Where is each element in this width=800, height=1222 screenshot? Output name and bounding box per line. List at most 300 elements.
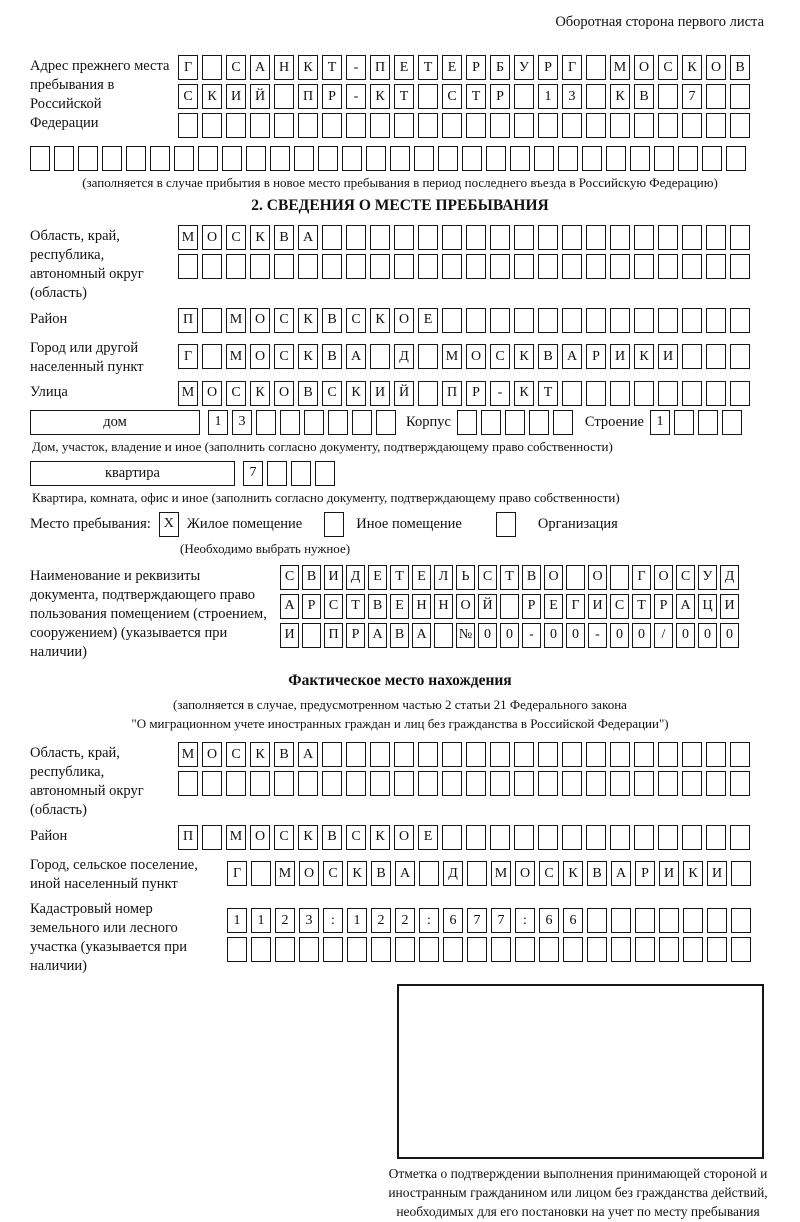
char-cell <box>304 410 324 435</box>
char-cell: Е <box>418 308 438 333</box>
char-cell: С <box>539 861 559 886</box>
previous-address-row-1 <box>178 55 770 80</box>
actual-region-row-1 <box>178 742 770 767</box>
char-cell <box>490 771 510 796</box>
char-cell <box>610 308 630 333</box>
actual-location-notes <box>30 696 770 734</box>
char-cell <box>376 410 396 435</box>
char-cell <box>202 113 222 138</box>
char-cell <box>202 55 222 80</box>
char-cell <box>683 937 703 962</box>
char-cell: К <box>683 861 703 886</box>
char-cell <box>539 937 559 962</box>
char-cell: О <box>456 594 475 619</box>
char-cell: 0 <box>544 623 563 648</box>
char-cell: О <box>250 344 270 369</box>
char-cell <box>346 113 366 138</box>
char-cell: : <box>419 908 439 933</box>
char-cell <box>347 937 367 962</box>
char-cell <box>514 308 534 333</box>
char-cell: Т <box>500 565 519 590</box>
usage-document-row-1 <box>280 565 770 590</box>
char-cell <box>346 771 366 796</box>
char-cell: 0 <box>566 623 585 648</box>
char-cell: Т <box>346 594 365 619</box>
char-cell: Е <box>368 565 387 590</box>
char-cell <box>298 254 318 279</box>
char-cell: С <box>676 565 695 590</box>
char-cell <box>442 742 462 767</box>
char-cell: И <box>720 594 739 619</box>
char-cell <box>682 771 702 796</box>
char-cell <box>466 308 486 333</box>
char-cell: Р <box>302 594 321 619</box>
char-cell <box>582 146 602 171</box>
char-cell <box>586 55 606 80</box>
char-cell <box>730 308 750 333</box>
char-cell <box>538 742 558 767</box>
char-cell <box>682 742 702 767</box>
char-cell <box>658 742 678 767</box>
char-cell <box>683 908 703 933</box>
char-cell: Е <box>418 825 438 850</box>
char-cell: 1 <box>538 84 558 109</box>
char-cell <box>274 113 294 138</box>
char-cell <box>562 771 582 796</box>
stay-type-note: (Необходимо выбрать нужное) <box>180 540 351 556</box>
district-row <box>178 308 770 333</box>
char-cell: Т <box>322 55 342 80</box>
char-cell: У <box>514 55 534 80</box>
char-cell <box>442 225 462 250</box>
char-cell: / <box>654 623 673 648</box>
previous-address-row-3 <box>178 113 770 138</box>
char-cell <box>510 146 530 171</box>
char-cell <box>674 410 694 435</box>
char-cell <box>227 937 247 962</box>
char-cell: В <box>322 308 342 333</box>
char-cell: О <box>634 55 654 80</box>
char-cell <box>722 410 742 435</box>
cadastre-label: Кадастровый номер земельного или лесного участка (указывается при наличии) <box>30 900 187 975</box>
char-cell <box>553 410 573 435</box>
char-cell: 0 <box>632 623 651 648</box>
char-cell <box>514 113 534 138</box>
char-cell <box>322 225 342 250</box>
char-cell: В <box>274 742 294 767</box>
char-cell: С <box>274 344 294 369</box>
char-cell <box>730 771 750 796</box>
korpus-cells <box>457 410 573 435</box>
char-cell <box>586 254 606 279</box>
char-cell <box>246 146 266 171</box>
char-cell: П <box>324 623 343 648</box>
char-cell <box>466 742 486 767</box>
char-cell <box>418 742 438 767</box>
char-cell <box>558 146 578 171</box>
char-cell <box>178 254 198 279</box>
char-cell <box>457 410 477 435</box>
char-cell: 2 <box>275 908 295 933</box>
char-cell <box>442 254 462 279</box>
char-cell: К <box>298 825 318 850</box>
char-cell: И <box>659 861 679 886</box>
char-cell <box>538 113 558 138</box>
char-cell <box>610 113 630 138</box>
char-cell <box>538 225 558 250</box>
char-cell <box>658 381 678 406</box>
char-cell <box>490 225 510 250</box>
char-cell <box>514 825 534 850</box>
char-cell: М <box>178 225 198 250</box>
char-cell <box>322 771 342 796</box>
char-cell <box>682 113 702 138</box>
page-side-note: Оборотная сторона первого листа <box>555 14 764 30</box>
char-cell <box>490 308 510 333</box>
char-cell <box>730 825 750 850</box>
char-cell: А <box>346 344 366 369</box>
char-cell: 0 <box>698 623 717 648</box>
char-cell: П <box>442 381 462 406</box>
char-cell <box>610 381 630 406</box>
char-cell <box>562 225 582 250</box>
char-cell <box>731 861 751 886</box>
region-rows <box>178 225 770 304</box>
stay-type-checkbox-residential <box>159 512 179 537</box>
char-cell <box>682 381 702 406</box>
char-cell <box>706 771 726 796</box>
char-cell: К <box>610 84 630 109</box>
cadastre-row-2 <box>227 937 770 962</box>
field-stay-type <box>30 512 770 537</box>
char-cell <box>726 146 746 171</box>
char-cell <box>706 825 726 850</box>
char-cell <box>418 771 438 796</box>
char-cell: М <box>178 381 198 406</box>
char-cell <box>322 742 342 767</box>
field-actual-district <box>30 825 770 850</box>
char-cell <box>466 113 486 138</box>
apartment-type-box: квартира <box>30 461 235 486</box>
char-cell <box>342 146 362 171</box>
char-cell: Ц <box>698 594 717 619</box>
street-row <box>178 381 770 406</box>
char-cell <box>634 742 654 767</box>
char-cell: П <box>298 84 318 109</box>
usage-document-label: Наименование и реквизиты документа, подтверждающего право пользования помещением (строением, сооружением) (указывается при наличии) <box>30 567 267 661</box>
char-cell: Г <box>632 565 651 590</box>
region-row-1 <box>178 225 770 250</box>
char-cell: С <box>322 381 342 406</box>
street-label: Улица <box>30 383 68 400</box>
char-cell: Р <box>466 381 486 406</box>
char-cell: Т <box>466 84 486 109</box>
char-cell <box>467 861 487 886</box>
char-cell: К <box>298 308 318 333</box>
char-cell <box>659 908 679 933</box>
actual-city-row <box>227 861 770 886</box>
char-cell <box>706 113 726 138</box>
char-cell: И <box>658 344 678 369</box>
char-cell: В <box>298 381 318 406</box>
char-cell: Ь <box>456 565 475 590</box>
char-cell <box>610 825 630 850</box>
previous-address-row-4 <box>30 146 770 171</box>
char-cell: - <box>490 381 510 406</box>
field-city <box>30 337 770 377</box>
char-cell <box>438 146 458 171</box>
char-cell <box>587 937 607 962</box>
char-cell <box>586 113 606 138</box>
char-cell <box>418 84 438 109</box>
char-cell: О <box>299 861 319 886</box>
char-cell <box>202 254 222 279</box>
char-cell: С <box>346 308 366 333</box>
char-cell: И <box>324 565 343 590</box>
previous-address-row-2 <box>178 84 770 109</box>
char-cell <box>370 225 390 250</box>
korpus-label: Корпус <box>406 413 451 430</box>
char-cell: К <box>250 742 270 767</box>
char-cell <box>202 771 222 796</box>
field-district <box>30 308 770 333</box>
stroenie-label: Строение <box>584 413 644 430</box>
char-cell <box>298 771 318 796</box>
char-cell <box>443 937 463 962</box>
stay-type-option-other-label: Иное помещение <box>356 515 462 532</box>
char-cell: Г <box>178 344 198 369</box>
char-cell: И <box>280 623 299 648</box>
char-cell: Е <box>394 55 414 80</box>
char-cell <box>634 771 654 796</box>
char-cell: - <box>346 84 366 109</box>
char-cell <box>250 113 270 138</box>
city-label: Город или другой населенный пункт <box>30 339 144 375</box>
char-cell: Н <box>434 594 453 619</box>
char-cell: К <box>514 344 534 369</box>
char-cell: С <box>478 565 497 590</box>
char-cell <box>370 344 390 369</box>
char-cell: 7 <box>467 908 487 933</box>
char-cell <box>178 771 198 796</box>
char-cell <box>586 225 606 250</box>
char-cell: Р <box>322 84 342 109</box>
char-cell: 1 <box>251 908 271 933</box>
char-cell: 0 <box>676 623 695 648</box>
char-cell <box>419 861 439 886</box>
char-cell: К <box>370 84 390 109</box>
char-cell: 3 <box>232 410 252 435</box>
char-cell <box>730 742 750 767</box>
char-cell <box>586 742 606 767</box>
char-cell: В <box>371 861 391 886</box>
char-cell: Р <box>466 55 486 80</box>
char-cell <box>226 254 246 279</box>
char-cell <box>390 146 410 171</box>
usage-document-row-3 <box>280 623 770 648</box>
char-cell <box>418 344 438 369</box>
char-cell: М <box>491 861 511 886</box>
char-cell: Й <box>394 381 414 406</box>
char-cell: С <box>226 742 246 767</box>
char-cell: В <box>322 344 342 369</box>
actual-district-row <box>178 825 770 850</box>
actual-region-label: Область, край, республика, автономный округ (область) <box>30 745 144 819</box>
char-cell <box>466 771 486 796</box>
char-cell <box>731 908 751 933</box>
char-cell: О <box>394 825 414 850</box>
char-cell: Р <box>538 55 558 80</box>
char-cell <box>394 113 414 138</box>
char-cell <box>490 825 510 850</box>
char-cell <box>658 84 678 109</box>
char-cell <box>706 84 726 109</box>
apartment-note: Квартира, комната, офис и иное (заполнить согласно документу, подтверждающему право собственности) <box>32 489 620 505</box>
char-cell: Й <box>478 594 497 619</box>
char-cell: А <box>412 623 431 648</box>
char-cell: В <box>322 825 342 850</box>
char-cell <box>706 381 726 406</box>
char-cell: О <box>202 381 222 406</box>
char-cell <box>490 742 510 767</box>
char-cell: В <box>522 565 541 590</box>
char-cell <box>610 254 630 279</box>
confirmation-stamp-box <box>397 984 764 1159</box>
char-cell <box>322 254 342 279</box>
char-cell: 7 <box>491 908 511 933</box>
char-cell: 3 <box>299 908 319 933</box>
char-cell: К <box>682 55 702 80</box>
char-cell <box>346 225 366 250</box>
char-cell <box>394 771 414 796</box>
char-cell: - <box>346 55 366 80</box>
char-cell <box>514 84 534 109</box>
field-actual-city <box>30 854 770 894</box>
char-cell <box>496 512 516 537</box>
char-cell <box>462 146 482 171</box>
char-cell <box>394 742 414 767</box>
char-cell: К <box>370 825 390 850</box>
char-cell <box>658 254 678 279</box>
stroenie-cells <box>650 410 742 435</box>
char-cell <box>658 113 678 138</box>
char-cell <box>610 742 630 767</box>
confirmation-stamp-note: Отметка о подтверждении выполнения принимающей стороной и иностранным гражданином или лицом без гражданства действий, необходимых для его постановки на учет по месту пребывания <box>388 1166 768 1220</box>
char-cell <box>514 742 534 767</box>
char-cell <box>706 344 726 369</box>
char-cell <box>587 908 607 933</box>
char-cell <box>466 254 486 279</box>
char-cell: 1 <box>208 410 228 435</box>
char-cell <box>731 937 751 962</box>
char-cell: М <box>226 825 246 850</box>
char-cell: К <box>298 344 318 369</box>
char-cell <box>534 146 554 171</box>
char-cell: В <box>274 225 294 250</box>
char-cell <box>634 254 654 279</box>
char-cell: Г <box>227 861 247 886</box>
char-cell: В <box>538 344 558 369</box>
char-cell <box>442 771 462 796</box>
char-cell <box>371 937 391 962</box>
char-cell: Л <box>434 565 453 590</box>
char-cell <box>538 825 558 850</box>
char-cell <box>78 146 98 171</box>
char-cell: О <box>515 861 535 886</box>
house-number-cells <box>208 410 396 435</box>
char-cell: В <box>368 594 387 619</box>
char-cell <box>198 146 218 171</box>
char-cell: Д <box>394 344 414 369</box>
house-note: Дом, участок, владение и иное (заполнить согласно документу, подтверждающему право собственности) <box>32 438 613 454</box>
char-cell: О <box>588 565 607 590</box>
char-cell: М <box>610 55 630 80</box>
char-cell <box>730 225 750 250</box>
char-cell: К <box>250 225 270 250</box>
char-cell <box>610 565 629 590</box>
char-cell: О <box>544 565 563 590</box>
char-cell: 6 <box>539 908 559 933</box>
char-cell: С <box>442 84 462 109</box>
char-cell <box>202 825 222 850</box>
char-cell: 1 <box>650 410 670 435</box>
char-cell <box>730 84 750 109</box>
char-cell <box>150 146 170 171</box>
char-cell <box>562 742 582 767</box>
char-cell <box>634 225 654 250</box>
char-cell <box>610 771 630 796</box>
char-cell: У <box>698 565 717 590</box>
char-cell <box>328 410 348 435</box>
char-cell <box>275 937 295 962</box>
char-cell <box>481 410 501 435</box>
char-cell: Г <box>566 594 585 619</box>
char-cell <box>514 771 534 796</box>
char-cell <box>562 308 582 333</box>
char-cell: Р <box>490 84 510 109</box>
char-cell: Д <box>346 565 365 590</box>
char-cell <box>418 381 438 406</box>
char-cell: : <box>515 908 535 933</box>
char-cell <box>30 146 50 171</box>
stay-type-option-residential-label: Жилое помещение <box>186 515 303 532</box>
actual-region-row-2 <box>178 771 770 796</box>
char-cell <box>54 146 74 171</box>
char-cell: М <box>226 344 246 369</box>
usage-document-row-2 <box>280 594 770 619</box>
char-cell <box>586 771 606 796</box>
char-cell: Т <box>632 594 651 619</box>
char-cell: № <box>456 623 475 648</box>
char-cell <box>730 344 750 369</box>
char-cell: С <box>346 825 366 850</box>
house-type-box: дом <box>30 410 200 435</box>
char-cell: 2 <box>371 908 391 933</box>
apartment-cells <box>243 461 335 486</box>
char-cell: X <box>159 512 179 537</box>
char-cell: С <box>274 825 294 850</box>
char-cell <box>658 771 678 796</box>
char-cell <box>515 937 535 962</box>
char-cell: О <box>394 308 414 333</box>
char-cell <box>267 461 287 486</box>
char-cell <box>514 254 534 279</box>
char-cell: К <box>298 55 318 80</box>
char-cell <box>538 308 558 333</box>
char-cell <box>702 146 722 171</box>
char-cell: С <box>610 594 629 619</box>
char-cell: 3 <box>562 84 582 109</box>
